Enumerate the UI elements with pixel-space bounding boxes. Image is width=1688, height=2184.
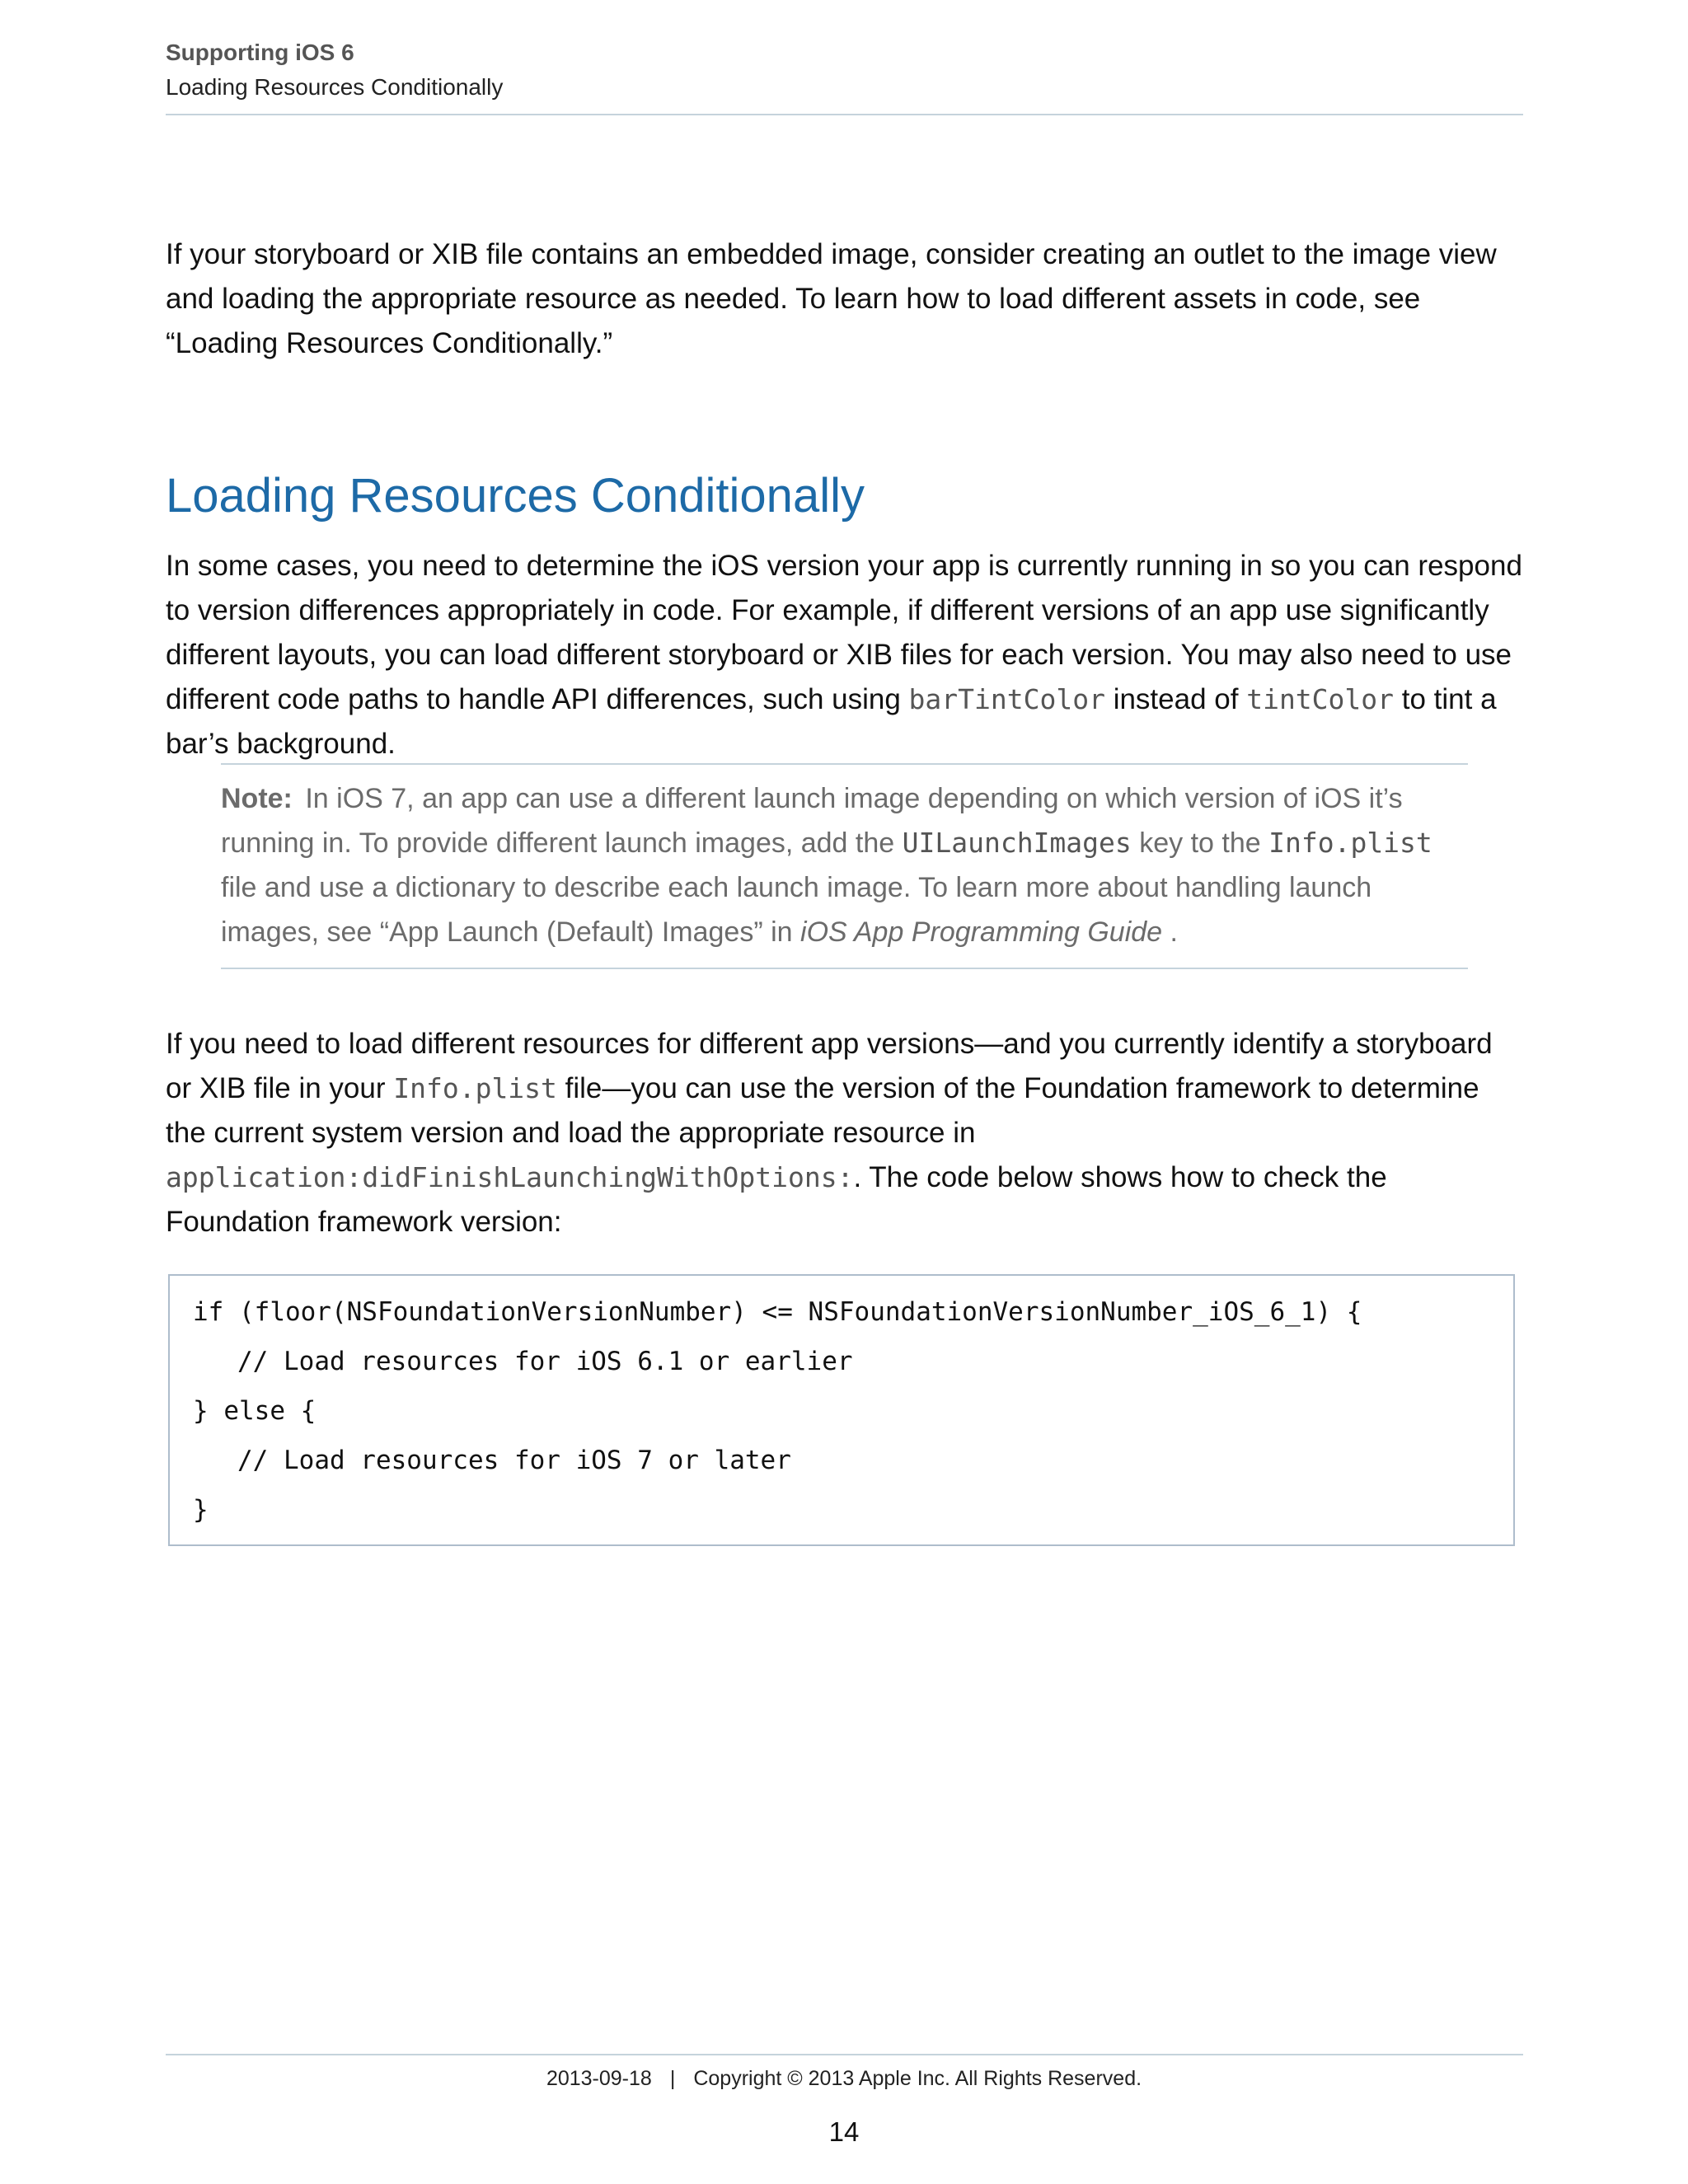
inline-code-infoplist: Info.plist [393, 1072, 557, 1104]
inline-code-didfinishlaunching: application:didFinishLaunchingWithOptions: [166, 1161, 854, 1193]
note-box [221, 776, 1470, 954]
code-line: // Load resources for iOS 7 or later [237, 1446, 791, 1475]
note-bottom-divider [221, 968, 1468, 969]
note-text: file and use a dictionary to describe each launch image. To learn more about handling launch images, see “App Launch (Default) Images” in [221, 872, 1372, 948]
page-number: 14 [828, 2116, 860, 2147]
book-title-link[interactable]: iOS App Programming Guide [800, 916, 1163, 948]
code-line: } else { [193, 1396, 316, 1426]
section-heading: Loading Resources Conditionally [166, 469, 865, 523]
paragraph-text: instead of [1104, 683, 1247, 715]
header-page-title: Loading Resources Conditionally [166, 74, 504, 100]
footer-divider [166, 2054, 1523, 2055]
body-paragraph-1 [166, 544, 1526, 766]
footer-info [0, 2067, 1688, 2091]
footer-copyright: Copyright © 2013 Apple Inc. All Rights Reserved. [693, 2067, 1142, 2090]
note-text: key to the [1131, 827, 1269, 859]
body-paragraph-2 [166, 1022, 1526, 1244]
code-listing [168, 1274, 1515, 1546]
inline-code-infoplist: Info.plist [1268, 827, 1432, 859]
note-text: In iOS 7, an app can use a different launch image depending on which version of iOS it’s running in. To provide different launch images, add the [221, 783, 1403, 859]
note-label: Note: [221, 783, 293, 814]
note-top-divider [221, 763, 1468, 765]
inline-code-uilaunchimages: UILaunchImages [902, 827, 1132, 859]
footer-separator: | [669, 2067, 676, 2090]
paragraph-text: . The code below shows how to check the Foundation framework version: [166, 1161, 1387, 1238]
code-line: } [193, 1495, 209, 1525]
paragraph-text: In some cases, you need to determine the iOS version your app is currently running in so you can respond to version differences appropriately in code. For example, if different versions of an app use significantly different layouts, you can load different storyboard or XIB files for each version. You may also need to use different code paths to handle API differences, such using [166, 550, 1522, 715]
inline-code-tintcolor: tintColor [1246, 683, 1395, 715]
code-line: // Load resources for iOS 6.1 or earlier [237, 1347, 853, 1376]
footer-date: 2013-09-18 [546, 2067, 652, 2090]
intro-paragraph: If your storyboard or XIB file contains an embedded image, consider creating an outlet to the image view and loading the appropriate resource as needed. To learn how to load different assets in code, see “Loading Resources Conditionally.” [166, 238, 1497, 359]
note-text: . [1162, 916, 1178, 948]
header-section-title: Supporting iOS 6 [166, 40, 354, 65]
header-divider [166, 114, 1523, 115]
paragraph-text: file—you can use the version of the Foundation framework to determine the current system version and load the appropriate resource in [166, 1072, 1479, 1149]
inline-code-bartintcolor: barTintColor [908, 683, 1105, 715]
paragraph-text: to tint a bar’s background. [166, 683, 1497, 760]
paragraph-text: If you need to load different resources for different app versions—and you currently identify a storyboard or XIB file in your [166, 1028, 1493, 1104]
code-line: if (floor(NSFoundationVersionNumber) <= NSFoundationVersionNumber_iOS_6_1) { [193, 1297, 1362, 1327]
